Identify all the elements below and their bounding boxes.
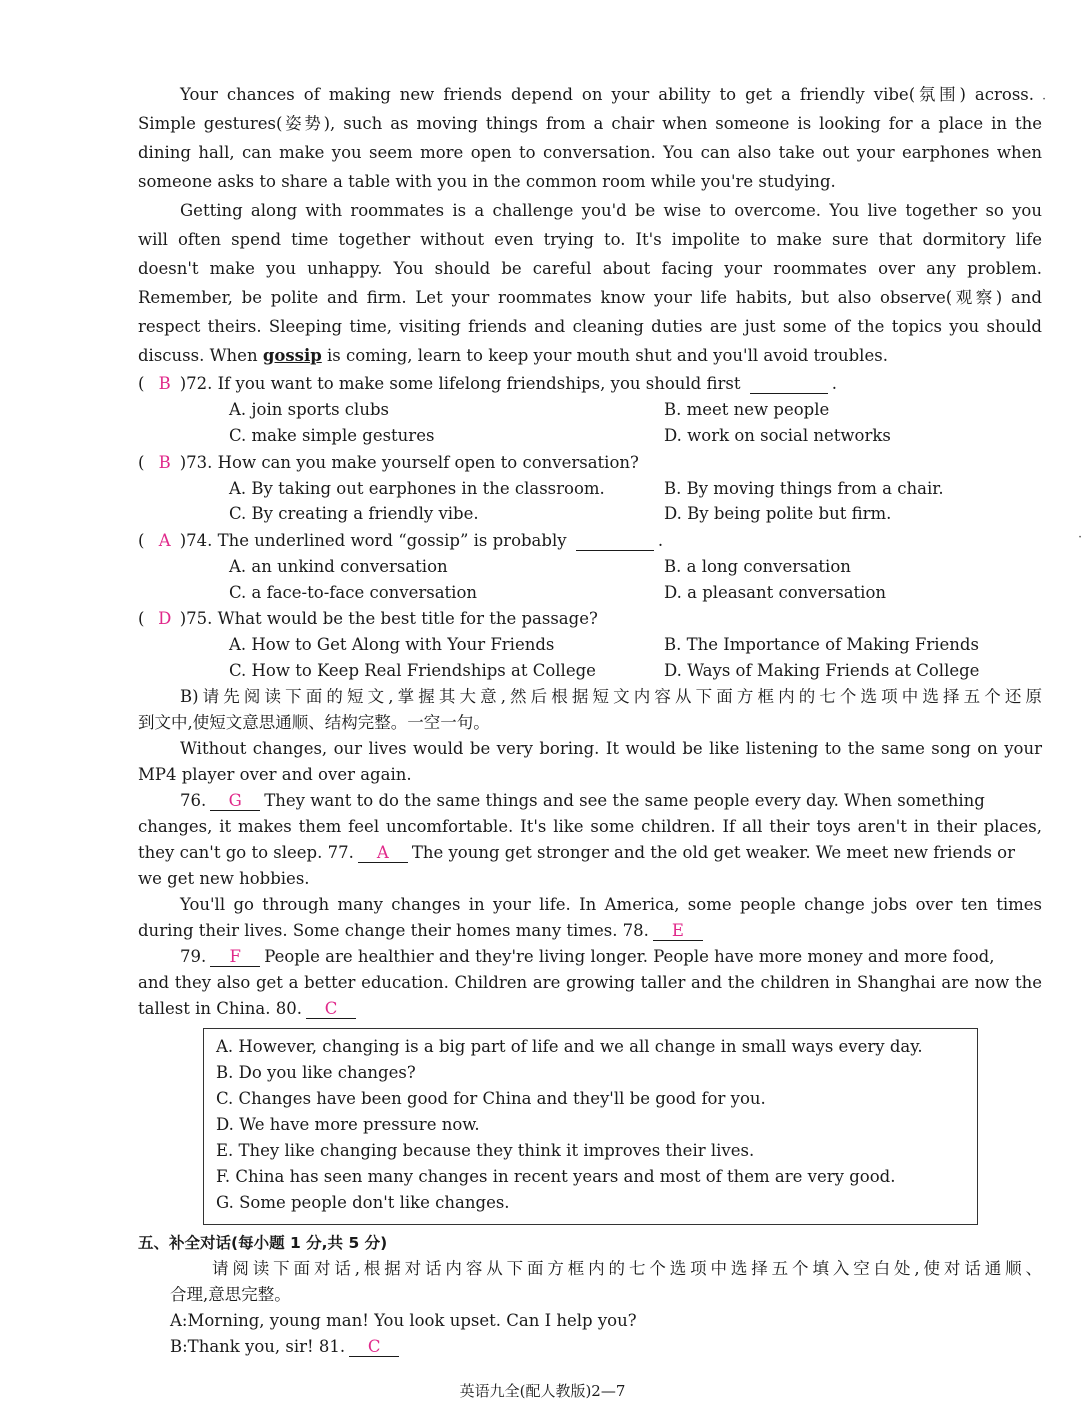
section-instruction: 请阅读下面对话,根据对话内容从下面方框内的七个选项中选择五个填入空白处,使对话通顺、 <box>212 1259 1042 1278</box>
answer-78: E <box>653 922 703 941</box>
box-option-g: G. Some people don't like changes. <box>216 1193 510 1212</box>
option-72-c: C. make simple gestures <box>229 426 435 445</box>
box-option-d: D. We have more pressure now. <box>216 1115 480 1134</box>
answer-79: F <box>210 948 260 967</box>
passage-line: during their lives. Some change their homes many times. 78. E <box>138 920 1042 942</box>
page-footer: 英语九全(配人教版)2—7 <box>459 1382 626 1400</box>
answer-72: B <box>158 374 171 393</box>
option-73-a: A. By taking out earphones in the classroom. <box>229 479 605 498</box>
part-b-instruction: B)请先阅读下面的短文,掌握其大意,然后根据短文内容从下面方框内的七个选项中选择五个还原 <box>180 687 1042 706</box>
option-75-c: C. How to Keep Real Friendships at College <box>229 661 596 680</box>
passage-line: doesn't make you unhappy. You should be careful about facing your roommates over any problem. <box>138 259 1042 278</box>
answer-76: G <box>210 792 260 811</box>
option-73-c: C. By creating a friendly vibe. <box>229 504 479 523</box>
box-option-a: A. However, changing is a big part of life and we all change in small ways every day. <box>216 1037 923 1056</box>
dialogue-line-b: B:Thank you, sir! 81. C <box>170 1336 403 1358</box>
passage-line: dining hall, can make you seem more open to conversation. You can also take out your earphones when <box>138 143 1042 162</box>
question-73: ( B )73. How can you make yourself open to conversation? <box>138 453 639 472</box>
passage-line: changes, it makes them feel uncomfortable. It's like some children. If all their toys aren't in their places, <box>138 817 1042 836</box>
option-74-d: D. a pleasant conversation <box>664 583 887 602</box>
passage-line: someone asks to share a table with you in the common room while you're studying. <box>138 172 836 191</box>
passage-line: respect theirs. Sleeping time, visiting friends and cleaning duties are just some of the topics you should <box>138 317 1042 336</box>
answer-73: B <box>158 453 171 472</box>
option-74-a: A. an unkind conversation <box>229 557 448 576</box>
section-title: 五、补全对话(每小题 1 分,共 5 分) <box>138 1234 388 1252</box>
underlined-word-gossip: gossip <box>262 346 322 365</box>
passage-line: we get new hobbies. <box>138 869 310 888</box>
answer-blank <box>750 375 828 394</box>
passage-line: tallest in China. 80. C <box>138 998 1042 1020</box>
box-option-b: B. Do you like changes? <box>216 1063 416 1082</box>
passage-line: discuss. When gossip is coming, learn to keep your mouth shut and you'll avoid troubles. <box>138 346 888 365</box>
box-option-e: E. They like changing because they think it improves their lives. <box>216 1141 755 1160</box>
option-73-d: D. By being polite but firm. <box>664 504 892 523</box>
part-b-instruction: 到文中,使短文意思通顺、结构完整。一空一句。 <box>138 713 490 732</box>
answer-77: A <box>358 844 408 863</box>
option-75-a: A. How to Get Along with Your Friends <box>229 635 555 654</box>
passage-line: You'll go through many changes in your life. In America, some people change jobs over ten times <box>180 895 1042 914</box>
passage-line: Without changes, our lives would be very boring. It would be like listening to the same song on your <box>180 739 1042 758</box>
answer-74: A <box>158 531 171 550</box>
option-74-b: B. a long conversation <box>664 557 851 576</box>
answer-81: C <box>349 1338 399 1357</box>
passage-line: Getting along with roommates is a challenge you'd be wise to overcome. You live together so you <box>180 201 1042 220</box>
passage-line: Remember, be polite and firm. Let your roommates know your life habits, but also observe(观察) and <box>138 288 1042 307</box>
passage-line: they can't go to sleep. 77. A The young get stronger and the old get weaker. We meet new friends or <box>138 843 1015 862</box>
box-option-f: F. China has seen many changes in recent years and most of them are very good. <box>216 1167 896 1186</box>
answer-blank <box>576 532 654 551</box>
option-75-d: D. Ways of Making Friends at College <box>664 661 980 680</box>
passage-line: 79. F People are healthier and they're living longer. People have more money and more food, <box>180 947 995 966</box>
passage-line: and they also get a better education. Children are growing taller and the children in Shanghai are now the <box>138 973 1042 992</box>
passage-line: 76. G They want to do the same things and see the same people every day. When something <box>180 791 985 810</box>
passage-line: Your chances of making new friends depend on your ability to get a friendly vibe(氛围) across. <box>180 85 1034 104</box>
passage-line: will often spend time together without even trying to. It's impolite to make sure that dormitory life <box>138 230 1042 249</box>
question-75: ( D )75. What would be the best title for the passage? <box>138 609 598 628</box>
answer-80: C <box>306 1000 356 1019</box>
option-75-b: B. The Importance of Making Friends <box>664 635 979 654</box>
section-instruction: 合理,意思完整。 <box>170 1285 291 1304</box>
edge-mark: · <box>1078 530 1083 545</box>
edge-dot: · <box>1042 92 1047 107</box>
dialogue-line-a: A:Morning, young man! You look upset. Can I help you? <box>170 1311 637 1330</box>
options-box <box>203 1028 978 1225</box>
option-72-d: D. work on social networks <box>664 426 891 445</box>
question-72: ( B )72. If you want to make some lifelong friendships, you should first . <box>138 374 837 393</box>
question-74: ( A )74. The underlined word “gossip” is probably . <box>138 531 664 550</box>
passage-line: MP4 player over and over again. <box>138 765 412 784</box>
option-74-c: C. a face-to-face conversation <box>229 583 478 602</box>
option-72-a: A. join sports clubs <box>229 400 389 419</box>
answer-75: D <box>158 609 172 628</box>
passage-line: Simple gestures(姿势), such as moving things from a chair when someone is looking for a place in the <box>138 114 1042 133</box>
option-73-b: B. By moving things from a chair. <box>664 479 944 498</box>
option-72-b: B. meet new people <box>664 400 830 419</box>
box-option-c: C. Changes have been good for China and they'll be good for you. <box>216 1089 766 1108</box>
